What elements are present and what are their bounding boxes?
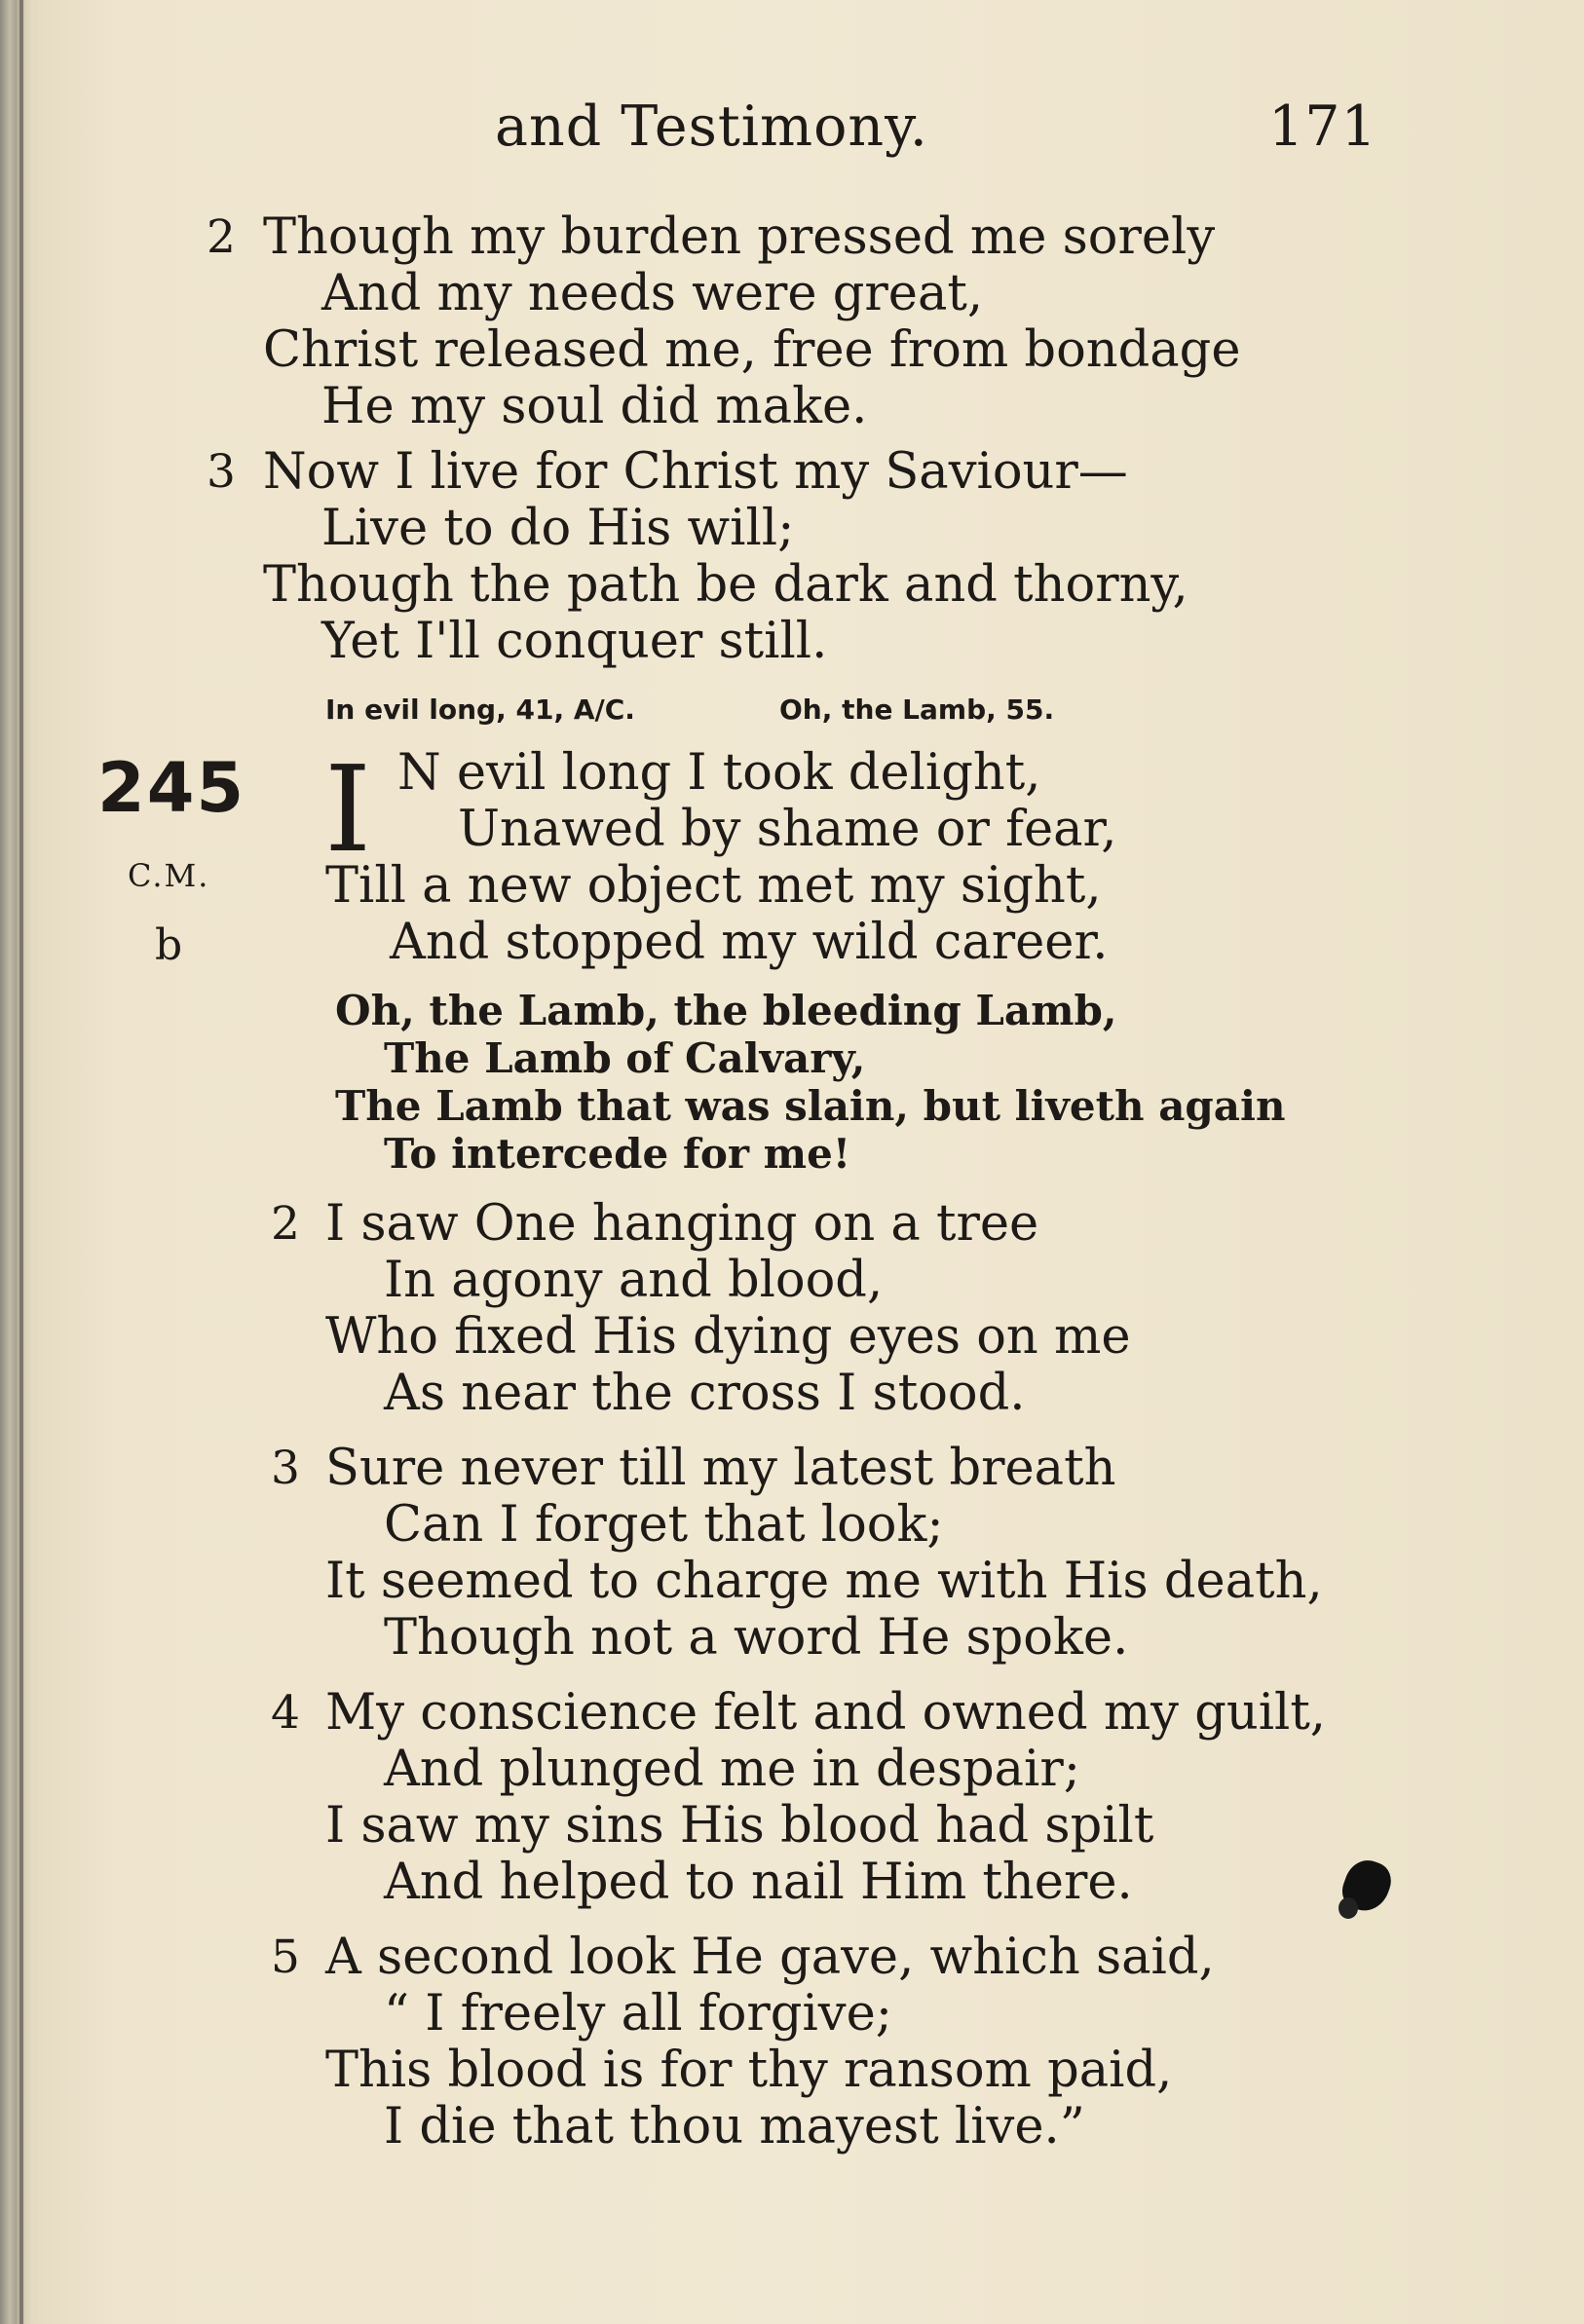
verse-line: And my needs were great,	[321, 265, 984, 322]
verse-line: As near the cross I stood.	[384, 1365, 1026, 1422]
verse-line: Who fixed His dying eyes on me	[325, 1308, 1131, 1366]
drop-cap: I	[324, 740, 372, 879]
verse-number: 4	[271, 1686, 300, 1740]
verse-line: My conscience felt and owned my guilt,	[325, 1684, 1327, 1742]
chorus-line: The Lamb of Calvary,	[384, 1034, 866, 1082]
hymn-key: b	[155, 920, 183, 970]
chorus-line: The Lamb that was slain, but liveth again	[335, 1082, 1286, 1130]
verse-line: Sure never till my latest breath	[325, 1440, 1116, 1497]
verse-number: 2	[271, 1197, 300, 1251]
verse-number: 3	[271, 1442, 300, 1495]
verse-line: Now I live for Christ my Saviour—	[263, 443, 1128, 501]
verse-line: Though the path be dark and thorny,	[263, 556, 1188, 614]
verse-line: Live to do His will;	[321, 500, 795, 557]
verse-line: He my soul did make.	[321, 378, 868, 435]
verse-line: Though my burden pressed me sorely	[263, 208, 1216, 266]
verse-line: And helped to nail Him there.	[384, 1854, 1133, 1911]
ink-blot-drip	[1339, 1897, 1358, 1919]
verse-line: And plunged me in despair;	[384, 1741, 1080, 1798]
verse-line: A second look He gave, which said,	[325, 1929, 1215, 1986]
verse-line: Yet I'll conquer still.	[321, 613, 828, 670]
book-spine	[0, 0, 33, 2324]
verse-line: I saw One hanging on a tree	[325, 1195, 1039, 1253]
tune-reference: Oh, the Lamb, 55.	[779, 693, 1055, 726]
hymn-meter: C.M.	[128, 857, 210, 894]
page-number: 171	[1268, 94, 1377, 159]
verse-line: And stopped my wild career.	[390, 914, 1109, 971]
verse-number: 3	[207, 445, 236, 499]
verse-line: In agony and blood,	[384, 1252, 884, 1309]
chorus-line: To intercede for me!	[384, 1130, 851, 1178]
verse-line: Unawed by shame or fear,	[458, 801, 1117, 858]
verse-line: I saw my sins His blood had spilt	[325, 1797, 1154, 1855]
verse-line: Christ released me, free from bondage	[263, 321, 1241, 379]
chorus-line: Oh, the Lamb, the bleeding Lamb,	[335, 987, 1117, 1034]
verse-line: It seemed to charge me with His death,	[325, 1553, 1323, 1610]
verse-number: 5	[271, 1930, 300, 1984]
verse-number: 2	[207, 210, 236, 264]
tune-reference: In evil long, 41, A/C.	[325, 693, 635, 726]
running-title: and Testimony.	[495, 94, 928, 159]
spine-edge	[19, 0, 23, 2324]
hymn-number: 245	[97, 748, 246, 828]
verse-line: Can I forget that look;	[384, 1496, 944, 1554]
verse-line: Though not a word He spoke.	[384, 1609, 1129, 1667]
verse-line: Till a new object met my sight,	[325, 857, 1102, 915]
verse-line: N evil long I took delight,	[397, 744, 1041, 802]
verse-line: This blood is for thy ransom paid,	[325, 2042, 1173, 2099]
verse-line: I die that thou mayest live.”	[384, 2098, 1085, 2155]
verse-line: “ I freely all forgive;	[384, 1985, 892, 2043]
